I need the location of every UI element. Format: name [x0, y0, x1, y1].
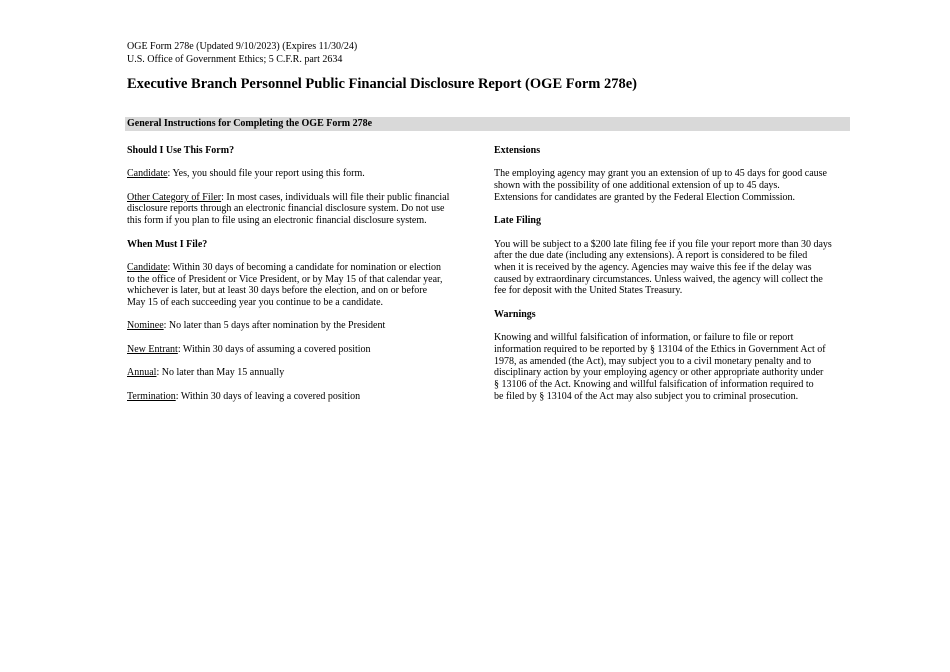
- warnings-text-5: § 13106 of the Act. Knowing and willful falsification of information required to: [494, 378, 814, 390]
- annual-paragraph: [127, 367, 467, 379]
- heading-extensions: Extensions: [494, 145, 541, 156]
- form-header: [127, 41, 357, 66]
- left-column: [127, 145, 467, 414]
- warnings-text-2: information required to be reported by § 13104 of the Ethics in Government Act of: [494, 343, 826, 355]
- heading-late-filing: Late Filing: [494, 215, 541, 227]
- extensions-text-3: Extensions for candidates are granted by the Federal Election Commission.: [494, 191, 796, 203]
- warnings-text-1: Knowing and willful falsification of information, or failure to file or report: [494, 332, 794, 344]
- candidate-label: Candidate: [127, 168, 168, 180]
- warnings-text-4: disciplinary action by your employing agency or other appropriate authority under: [494, 367, 824, 379]
- candidate-deadline-text-4: May 15 of each succeeding year you continue to be a candidate.: [127, 297, 384, 309]
- other-filer-label: Other Category of Filer: [127, 191, 222, 203]
- heading-when-must-file: When Must I File?: [127, 238, 208, 250]
- other-filer-text-3: this form if you plan to file using an electronic financial disclosure system.: [127, 215, 427, 227]
- warnings-paragraph: [494, 332, 846, 402]
- candidate-deadline-text-1: : Within 30 days of becoming a candidate for nomination or election: [167, 261, 442, 273]
- heading-should-use-form: Should I Use This Form?: [127, 145, 235, 156]
- other-filer-text-1: : In most cases, individuals will file their public financial: [221, 191, 450, 203]
- other-filer-paragraph: [127, 192, 467, 227]
- annual-label: Annual: [127, 367, 157, 379]
- agency-line: U.S. Office of Government Ethics; 5 C.F.R. part 2634: [127, 53, 343, 65]
- nominee-label: Nominee: [127, 320, 164, 332]
- candidate-use-text: : Yes, you should file your report using this form.: [167, 168, 365, 180]
- other-filer-text-2: disclosure reports through an electronic financial disclosure system. Do not use: [127, 203, 445, 215]
- late-filing-text-5: fee for deposit with the United States Treasury.: [494, 285, 683, 297]
- new-entrant-label: New Entrant: [127, 343, 178, 355]
- section-header-bar: [125, 117, 850, 131]
- late-filing-text-2: after the due date (including any extensions). A report is considered to be filed: [494, 250, 808, 262]
- extensions-text-2: shown with the possibility of one additional extension of up to 45 days.: [494, 180, 780, 192]
- nominee-paragraph: [127, 320, 467, 332]
- candidate-deadline-text-3: whichever is later, but at least 30 days before the election, and on or before: [127, 285, 428, 297]
- termination-paragraph: [127, 391, 467, 403]
- nominee-text: : No later than 5 days after nomination by the President: [163, 320, 386, 332]
- late-filing-text-4: caused by extraordinary circumstances. Unless waived, the agency will collect the: [494, 273, 823, 285]
- late-filing-text-3: when it is received by the agency. Agencies may waive this fee if the delay was: [494, 261, 812, 273]
- extensions-text-1: The employing agency may grant you an extension of up to 45 days for good cause: [494, 168, 827, 180]
- late-filing-paragraph: [494, 239, 846, 298]
- candidate-deadline-label: Candidate: [127, 261, 168, 273]
- section-title: General Instructions for Completing the OGE Form 278e: [127, 118, 373, 129]
- candidate-use-paragraph: [127, 168, 467, 180]
- annual-text: : No later than May 15 annually: [156, 367, 285, 379]
- candidate-deadline-text-2: to the office of President or Vice President, or by May 15 of that calendar year,: [127, 273, 443, 285]
- document-title: Executive Branch Personnel Public Financial Disclosure Report (OGE Form 278e): [127, 76, 637, 92]
- right-column: [494, 145, 846, 414]
- warnings-text-6: be filed by § 13104 of the Act may also subject you to criminal prosecution.: [494, 390, 799, 402]
- new-entrant-text: : Within 30 days of assuming a covered position: [177, 343, 371, 355]
- warnings-text-3: 1978, as amended (the Act), may subject you to a civil monetary penalty and to: [494, 355, 812, 367]
- candidate-deadline-paragraph: [127, 262, 467, 309]
- late-filing-text-1: You will be subject to a $200 late filing fee if you file your report more than 30 days: [494, 238, 832, 250]
- extensions-paragraph: [494, 168, 846, 203]
- termination-text: : Within 30 days of leaving a covered position: [175, 390, 361, 402]
- heading-warnings: Warnings: [494, 308, 536, 320]
- form-version-line: OGE Form 278e (Updated 9/10/2023) (Expires 11/30/24): [127, 41, 358, 52]
- termination-label: Termination: [127, 390, 176, 402]
- new-entrant-paragraph: [127, 344, 467, 356]
